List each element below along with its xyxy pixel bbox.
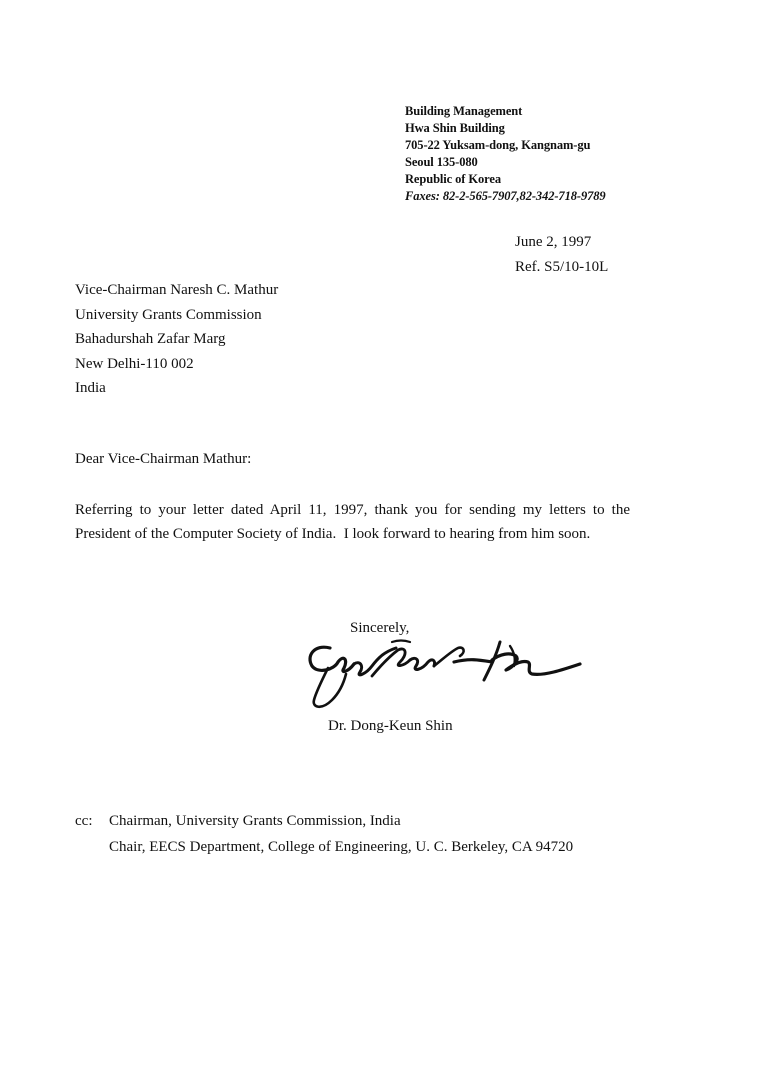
signer-name: Dr. Dong-Keun Shin bbox=[328, 718, 453, 734]
cc-line bbox=[75, 808, 573, 834]
letter-reference: Ref. S5/10-10L bbox=[515, 259, 609, 275]
cc-recipient: Chair, EECS Department, College of Engineering, U. C. Berkeley, CA 94720 bbox=[109, 839, 574, 855]
letter-body: Referring to your letter dated April 11, 1997, thank you for sending my letters to the President of the Computer Society of India. I look forward to hearing from him soon. bbox=[75, 502, 630, 542]
recipient-line: Vice-Chairman Naresh C. Mathur bbox=[75, 282, 279, 298]
sender-line: Seoul 135-080 bbox=[405, 155, 478, 169]
date-reference-block bbox=[515, 230, 608, 280]
letter-date: June 2, 1997 bbox=[515, 234, 592, 250]
sender-line: Republic of Korea bbox=[405, 172, 501, 186]
recipient-line: Bahadurshah Zafar Marg bbox=[75, 331, 226, 347]
cc-block bbox=[75, 808, 573, 860]
cc-recipient: Chairman, University Grants Commission, India bbox=[109, 813, 401, 829]
recipient-line: India bbox=[75, 380, 106, 396]
recipient-address-block bbox=[75, 278, 278, 401]
sender-line: Hwa Shin Building bbox=[405, 121, 505, 135]
salutation: Dear Vice-Chairman Mathur: bbox=[75, 451, 252, 467]
sender-line: 705-22 Yuksam-dong, Kangnam-gu bbox=[405, 138, 591, 152]
cc-label: cc: bbox=[75, 813, 93, 829]
closing: Sincerely, bbox=[350, 620, 410, 636]
sender-fax: Faxes: 82-2-565-7907,82-342-718-9789 bbox=[405, 189, 606, 203]
recipient-line: University Grants Commission bbox=[75, 306, 262, 323]
sender-address-block bbox=[405, 103, 606, 205]
recipient-line: New Delhi-110 002 bbox=[75, 355, 194, 372]
handwritten-signature bbox=[300, 630, 585, 712]
sender-line: Building Management bbox=[405, 104, 523, 118]
